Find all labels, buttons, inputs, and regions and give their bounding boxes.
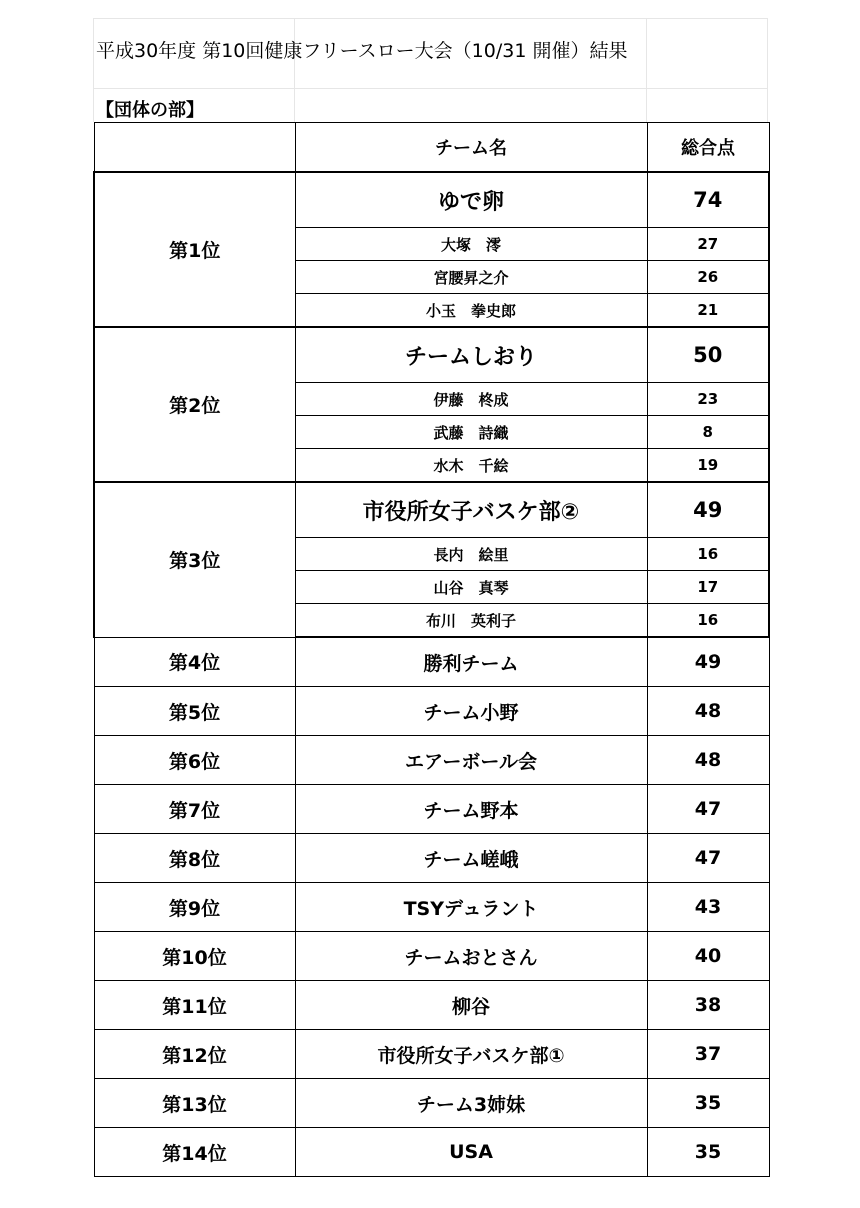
rank-cell: 第14位 <box>94 1128 295 1177</box>
team-name: チーム嵯峨 <box>295 834 647 883</box>
team-name: ゆで卵 <box>295 172 647 228</box>
team-total: 50 <box>647 327 769 383</box>
header-total: 総合点 <box>647 123 769 173</box>
ranking-row <box>94 981 769 1030</box>
team-total: 38 <box>647 981 769 1030</box>
header-row <box>94 123 769 173</box>
rank-cell: 第11位 <box>94 981 295 1030</box>
rank-cell: 第2位 <box>94 327 295 482</box>
team-total: 49 <box>647 482 769 538</box>
group-lead-row <box>94 327 769 383</box>
team-name: TSYデュラント <box>295 883 647 932</box>
member-score: 23 <box>647 383 769 416</box>
member-score: 19 <box>647 449 769 483</box>
member-name: 武藤 詩織 <box>295 416 647 449</box>
ranking-row <box>94 834 769 883</box>
team-name: 市役所女子バスケ部① <box>295 1030 647 1079</box>
team-total: 48 <box>647 687 769 736</box>
team-total: 35 <box>647 1079 769 1128</box>
rank-cell: 第8位 <box>94 834 295 883</box>
team-total: 47 <box>647 834 769 883</box>
ranking-row <box>94 785 769 834</box>
rank-cell: 第7位 <box>94 785 295 834</box>
member-score: 21 <box>647 294 769 328</box>
member-score: 17 <box>647 571 769 604</box>
member-name: 布川 英利子 <box>295 604 647 638</box>
team-name: チーム小野 <box>295 687 647 736</box>
member-score: 16 <box>647 604 769 638</box>
team-name: 勝利チーム <box>295 637 647 687</box>
ranking-row <box>94 736 769 785</box>
team-name: USA <box>295 1128 647 1177</box>
ranking-row <box>94 687 769 736</box>
results-table <box>93 122 770 1177</box>
team-name: エアーボール会 <box>295 736 647 785</box>
team-total: 43 <box>647 883 769 932</box>
ranking-row <box>94 1128 769 1177</box>
rank-cell: 第9位 <box>94 883 295 932</box>
ranking-row <box>94 1079 769 1128</box>
group-lead-row <box>94 482 769 538</box>
member-score: 16 <box>647 538 769 571</box>
faint-gridline <box>767 18 768 122</box>
rank-cell: 第13位 <box>94 1079 295 1128</box>
team-total: 35 <box>647 1128 769 1177</box>
member-name: 長内 絵里 <box>295 538 647 571</box>
faint-gridline <box>93 18 94 122</box>
team-total: 37 <box>647 1030 769 1079</box>
rank-cell: 第5位 <box>94 687 295 736</box>
team-total: 40 <box>647 932 769 981</box>
rank-cell: 第3位 <box>94 482 295 637</box>
team-total: 49 <box>647 637 769 687</box>
member-score: 26 <box>647 261 769 294</box>
ranking-row <box>94 1030 769 1079</box>
rank-cell: 第6位 <box>94 736 295 785</box>
faint-gridline <box>93 18 768 19</box>
team-total: 47 <box>647 785 769 834</box>
rank-cell: 第1位 <box>94 172 295 327</box>
team-total: 48 <box>647 736 769 785</box>
rank-cell: 第10位 <box>94 932 295 981</box>
team-name: チームしおり <box>295 327 647 383</box>
team-name: チームおとさん <box>295 932 647 981</box>
faint-gridline <box>93 88 768 89</box>
team-name: チーム野本 <box>295 785 647 834</box>
header-team: チーム名 <box>295 123 647 173</box>
rank-cell: 第4位 <box>94 637 295 687</box>
ranking-row <box>94 883 769 932</box>
member-name: 大塚 澪 <box>295 228 647 261</box>
faint-gridline <box>646 18 647 122</box>
group-lead-row <box>94 172 769 228</box>
member-name: 伊藤 柊成 <box>295 383 647 416</box>
rank-cell: 第12位 <box>94 1030 295 1079</box>
page-title: 平成30年度 第10回健康フリースロー大会（10/31 開催）結果 <box>96 40 628 62</box>
team-name: 市役所女子バスケ部② <box>295 482 647 538</box>
section-heading: 【団体の部】 <box>96 100 204 121</box>
team-name: 柳谷 <box>295 981 647 1030</box>
member-name: 宮腰昇之介 <box>295 261 647 294</box>
ranking-row <box>94 637 769 687</box>
faint-gridline <box>294 18 295 122</box>
team-name: チーム3姉妹 <box>295 1079 647 1128</box>
member-name: 小玉 拳史郎 <box>295 294 647 328</box>
member-name: 水木 千絵 <box>295 449 647 483</box>
ranking-row <box>94 932 769 981</box>
header-rank <box>94 123 295 173</box>
member-score: 27 <box>647 228 769 261</box>
member-score: 8 <box>647 416 769 449</box>
member-name: 山谷 真琴 <box>295 571 647 604</box>
team-total: 74 <box>647 172 769 228</box>
